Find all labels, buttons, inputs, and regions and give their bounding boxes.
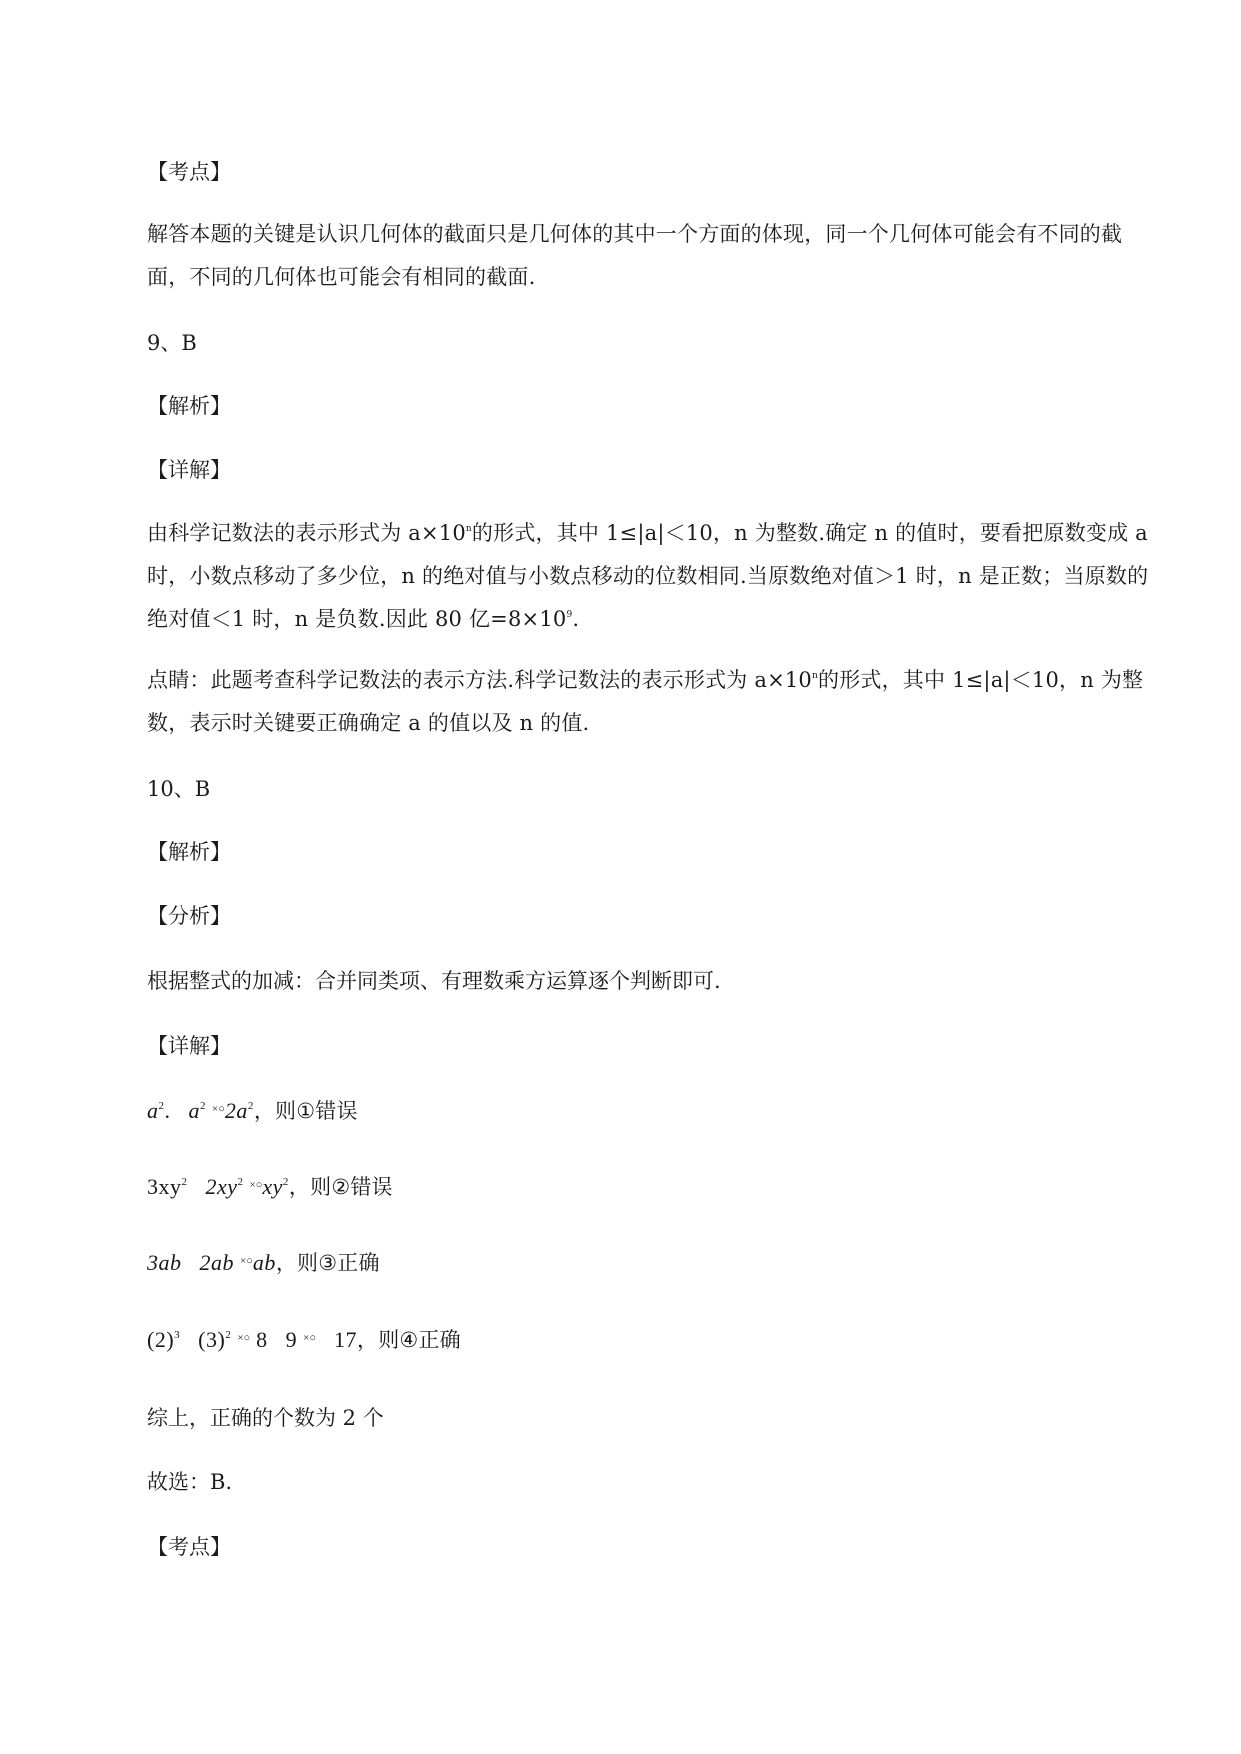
eq1-result-exp: 2 (247, 1100, 254, 1112)
eq3-term-2: 2ab (199, 1250, 234, 1275)
eq1-result: 2a (224, 1098, 248, 1123)
q9-comment-paragraph (147, 659, 1162, 745)
q9-detail-exp-9: 9 (566, 610, 573, 620)
equation-1 (147, 1100, 358, 1122)
equation-2 (147, 1176, 393, 1198)
equation-3 (147, 1252, 380, 1274)
eq1-term-a: a (147, 1098, 159, 1123)
kaodian-heading-2: 【考点】 (147, 1535, 231, 1559)
q10-analysis-heading: 【解析】 (147, 840, 231, 864)
q10-fenxi-heading: 【分析】 (147, 904, 231, 928)
eq4-term-1-exp: 3 (174, 1329, 181, 1341)
q10-detail-heading: 【详解】 (147, 1034, 231, 1058)
eq3-verdict: ，则③正确 (275, 1251, 380, 1275)
eq4-value-2: 9 (285, 1327, 298, 1352)
eq1-verdict: ，则①错误 (253, 1099, 358, 1123)
eq1-dot: . (164, 1098, 171, 1123)
eq4-term-2: (3) (198, 1327, 226, 1352)
q10-summary: 综上，正确的个数为 2 个 (147, 1406, 384, 1430)
eq2-garbled-operator: ×○ (249, 1179, 263, 1191)
q9-detail-text-a: 由科学记数法的表示形式为 a×10 (147, 521, 466, 545)
eq4-garbled-operator-2: ×○ (303, 1332, 317, 1344)
eq2-term-2: 2xy (205, 1174, 238, 1199)
eq2-verdict: ，则②错误 (288, 1175, 393, 1199)
eq2-term-1-exp: 2 (181, 1176, 188, 1188)
q9-detail-text-c: . (572, 607, 580, 631)
eq1-term-a-exp: 2 (158, 1100, 165, 1112)
eq4-term-1: (2) (147, 1327, 175, 1352)
q9-analysis-heading: 【解析】 (147, 394, 231, 418)
eq3-garbled-operator: ×○ (240, 1255, 253, 1267)
equation-4 (147, 1329, 461, 1351)
eq2-result: xy (262, 1174, 283, 1199)
eq4-garbled-operator-1: ×○ (237, 1332, 251, 1344)
kaodian-heading-1: 【考点】 (147, 160, 231, 184)
kaodian-paragraph: 解答本题的关键是认识几何体的截面只是几何体的其中一个方面的体现，同一个几何体可能会有不同的截面，不同的几何体也可能会有相同的截面. (147, 222, 1123, 289)
q10-answer: 10、B (147, 777, 211, 801)
eq3-result: ab (252, 1250, 276, 1275)
eq4-value-1: 8 (256, 1327, 268, 1352)
q10-fenxi-text: 根据整式的加减：合并同类项、有理数乘方运算逐个判断即可. (147, 969, 721, 993)
q9-comment-exp-n: n (812, 671, 818, 681)
q9-detail-paragraph (147, 512, 1162, 641)
eq4-verdict: ，则④正确 (357, 1328, 461, 1352)
q9-detail-heading: 【详解】 (147, 458, 231, 482)
q9-comment-text-b: 的形式，其中 1≤|a|＜10，n 为整数，表示时关键要正确确定 a 的值以及 n 的值. (147, 668, 1144, 735)
eq2-term-1: 3xy (147, 1174, 182, 1199)
q10-choice: 故选：B. (147, 1470, 233, 1494)
q9-comment-text-a: 点睛：此题考查科学记数法的表示方法.科学记数法的表示形式为 a×10 (147, 668, 812, 692)
q9-detail-exp-n: n (465, 524, 472, 534)
q9-detail-text-b: 的形式，其中 1≤|a|＜10，n 为整数.确定 n 的值时，要看把原数变成 a 时，小数点移动了多少位，n 的绝对值与小数点移动的位数相同.当原数绝对值＞1 时，n 是正数；当原数的绝对值＜1 时，n 是负数.因此 80 亿=8×10 (147, 521, 1149, 631)
eq1-term-b: a (188, 1098, 200, 1123)
eq3-term-1: 3ab (147, 1250, 182, 1275)
eq1-term-b-exp: 2 (200, 1100, 206, 1112)
eq2-term-2-exp: 2 (237, 1176, 244, 1188)
q9-answer: 9、B (147, 331, 197, 355)
eq4-result: 17 (334, 1327, 358, 1352)
eq1-garbled-operator: ×○ (212, 1103, 225, 1115)
eq4-term-2-exp: 2 (225, 1329, 232, 1341)
eq2-result-exp: 2 (282, 1176, 289, 1188)
